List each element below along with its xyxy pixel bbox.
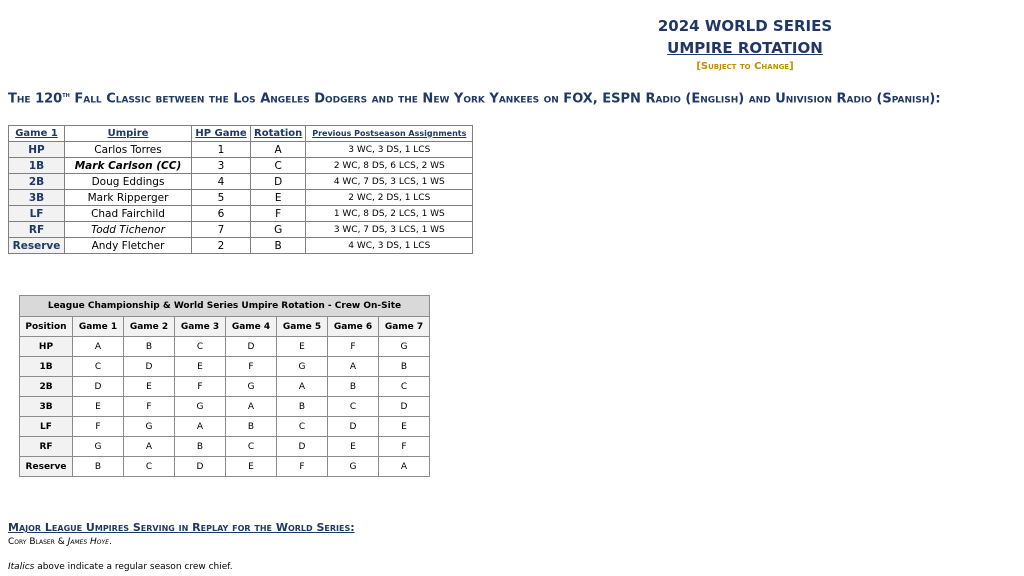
table-row	[20, 357, 430, 377]
prev-assignments-cell: 4 WC, 7 DS, 3 LCS, 1 WS	[306, 174, 473, 190]
rotation-table	[19, 295, 430, 477]
game-cell: G	[328, 457, 379, 477]
game-cell: F	[73, 417, 124, 437]
rotation-cell: G	[251, 222, 306, 238]
game-cell: B	[175, 437, 226, 457]
table-row	[20, 337, 430, 357]
game-cell: D	[124, 357, 175, 377]
prev-assignments-cell: 4 WC, 3 DS, 1 LCS	[306, 238, 473, 254]
prev-assignments-cell: 1 WC, 8 DS, 2 LCS, 1 WS	[306, 206, 473, 222]
col-game1: Game 1	[9, 126, 65, 142]
game-cell: D	[226, 337, 277, 357]
position-cell: RF	[20, 437, 73, 457]
position-cell: RF	[9, 222, 65, 238]
umpire-cell: Andy Fletcher	[65, 238, 192, 254]
hp-game-cell: 4	[192, 174, 251, 190]
col-game: Game 5	[277, 317, 328, 337]
game-cell: B	[73, 457, 124, 477]
position-cell: HP	[9, 142, 65, 158]
game-cell: E	[328, 437, 379, 457]
game-cell: A	[175, 417, 226, 437]
game-cell: G	[124, 417, 175, 437]
game-cell: C	[379, 377, 430, 397]
table-row	[9, 222, 473, 238]
game-cell: A	[379, 457, 430, 477]
game-cell: C	[277, 417, 328, 437]
rotation-cell: F	[251, 206, 306, 222]
hp-game-cell: 5	[192, 190, 251, 206]
game-cell: C	[73, 357, 124, 377]
umpire-cell: Doug Eddings	[65, 174, 192, 190]
table-row	[9, 174, 473, 190]
game-cell: F	[226, 357, 277, 377]
table-row	[9, 238, 473, 254]
game-cell: A	[73, 337, 124, 357]
game-cell: G	[277, 357, 328, 377]
rotation-cell: A	[251, 142, 306, 158]
position-cell: 2B	[9, 174, 65, 190]
italics-footnote: Italics above indicate a regular season crew chief.	[8, 562, 233, 572]
table-row	[9, 190, 473, 206]
umpire-crew-table	[8, 125, 473, 254]
page-title: 2024 WORLD SERIES	[657, 17, 833, 35]
replay-umpire-name: James Hoye	[67, 537, 109, 547]
game-cell: G	[175, 397, 226, 417]
table-row	[9, 158, 473, 174]
game-cell: F	[175, 377, 226, 397]
col-game: Game 7	[379, 317, 430, 337]
game-cell: F	[124, 397, 175, 417]
game-cell: E	[226, 457, 277, 477]
game-cell: A	[226, 397, 277, 417]
umpire-cell: Chad Fairchild	[65, 206, 192, 222]
umpire-cell: Mark Ripperger	[65, 190, 192, 206]
game-cell: G	[73, 437, 124, 457]
rotation-cell: B	[251, 238, 306, 254]
position-cell: 2B	[20, 377, 73, 397]
game-cell: C	[226, 437, 277, 457]
game-cell: D	[73, 377, 124, 397]
col-rotation: Rotation	[251, 126, 306, 142]
umpire-cell: Carlos Torres	[65, 142, 192, 158]
col-umpire: Umpire	[65, 126, 192, 142]
game-cell: D	[379, 397, 430, 417]
prev-assignments-cell: 3 WC, 3 DS, 1 LCS	[306, 142, 473, 158]
table-row	[9, 206, 473, 222]
replay-heading: Major League Umpires Serving in Replay for the World Series:	[8, 521, 355, 534]
replay-umpires: Cory Blaser & James Hoye.	[8, 537, 112, 547]
game-cell: F	[328, 337, 379, 357]
col-game: Game 6	[328, 317, 379, 337]
crew-header-row	[9, 126, 473, 142]
game-cell: E	[277, 337, 328, 357]
prev-assignments-cell: 2 WC, 8 DS, 6 LCS, 2 WS	[306, 158, 473, 174]
game-cell: F	[379, 437, 430, 457]
game-cell: A	[277, 377, 328, 397]
col-position: Position	[20, 317, 73, 337]
game-cell: D	[277, 437, 328, 457]
game-cell: D	[328, 417, 379, 437]
game-cell: E	[175, 357, 226, 377]
hp-game-cell: 6	[192, 206, 251, 222]
game-cell: B	[328, 377, 379, 397]
col-prev-assignments: Previous Postseason Assignments	[306, 126, 473, 142]
prev-assignments-cell: 2 WC, 2 DS, 1 LCS	[306, 190, 473, 206]
col-game: Game 4	[226, 317, 277, 337]
game-cell: C	[175, 337, 226, 357]
game-cell: C	[328, 397, 379, 417]
game-cell: B	[379, 357, 430, 377]
game-cell: B	[226, 417, 277, 437]
game-cell: C	[124, 457, 175, 477]
subject-to-change-note: [Subject to Change]	[696, 61, 794, 72]
game-cell: E	[73, 397, 124, 417]
hp-game-cell: 7	[192, 222, 251, 238]
page-subtitle: UMPIRE ROTATION	[667, 39, 823, 57]
position-cell: Reserve	[20, 457, 73, 477]
position-cell: LF	[9, 206, 65, 222]
game-cell: G	[226, 377, 277, 397]
table-row	[9, 142, 473, 158]
hp-game-cell: 3	[192, 158, 251, 174]
game-cell: F	[277, 457, 328, 477]
position-cell: LF	[20, 417, 73, 437]
hp-game-cell: 1	[192, 142, 251, 158]
table-row	[20, 377, 430, 397]
game-cell: A	[124, 437, 175, 457]
position-cell: 3B	[20, 397, 73, 417]
rotation-cell: E	[251, 190, 306, 206]
replay-umpire-name: Cory Blaser	[8, 537, 55, 547]
col-game: Game 1	[73, 317, 124, 337]
col-game: Game 2	[124, 317, 175, 337]
table-row	[20, 437, 430, 457]
game-cell: E	[124, 377, 175, 397]
prev-assignments-cell: 3 WC, 7 DS, 3 LCS, 1 WS	[306, 222, 473, 238]
series-headline: The 120th Fall Classic between the Los Angeles Dodgers and the New York Yankees on FOX, ESPN Radio (English) and Univision Radio (Spanish):	[8, 91, 941, 107]
umpire-cell: Todd Tichenor	[65, 222, 192, 238]
game-cell: E	[379, 417, 430, 437]
table-row	[20, 457, 430, 477]
table-row	[20, 397, 430, 417]
rotation-header-row	[20, 317, 430, 337]
col-game: Game 3	[175, 317, 226, 337]
game-cell: A	[328, 357, 379, 377]
game-cell: B	[124, 337, 175, 357]
position-cell: HP	[20, 337, 73, 357]
position-cell: 1B	[20, 357, 73, 377]
hp-game-cell: 2	[192, 238, 251, 254]
rotation-cell: D	[251, 174, 306, 190]
col-hp-game: HP Game	[192, 126, 251, 142]
position-cell: Reserve	[9, 238, 65, 254]
umpire-cell: Mark Carlson (CC)	[65, 158, 192, 174]
position-cell: 1B	[9, 158, 65, 174]
game-cell: D	[175, 457, 226, 477]
position-cell: 3B	[9, 190, 65, 206]
game-cell: B	[277, 397, 328, 417]
rotation-table-title: League Championship & World Series Umpire Rotation - Crew On-Site	[20, 296, 430, 317]
rotation-cell: C	[251, 158, 306, 174]
table-row	[20, 417, 430, 437]
game-cell: G	[379, 337, 430, 357]
